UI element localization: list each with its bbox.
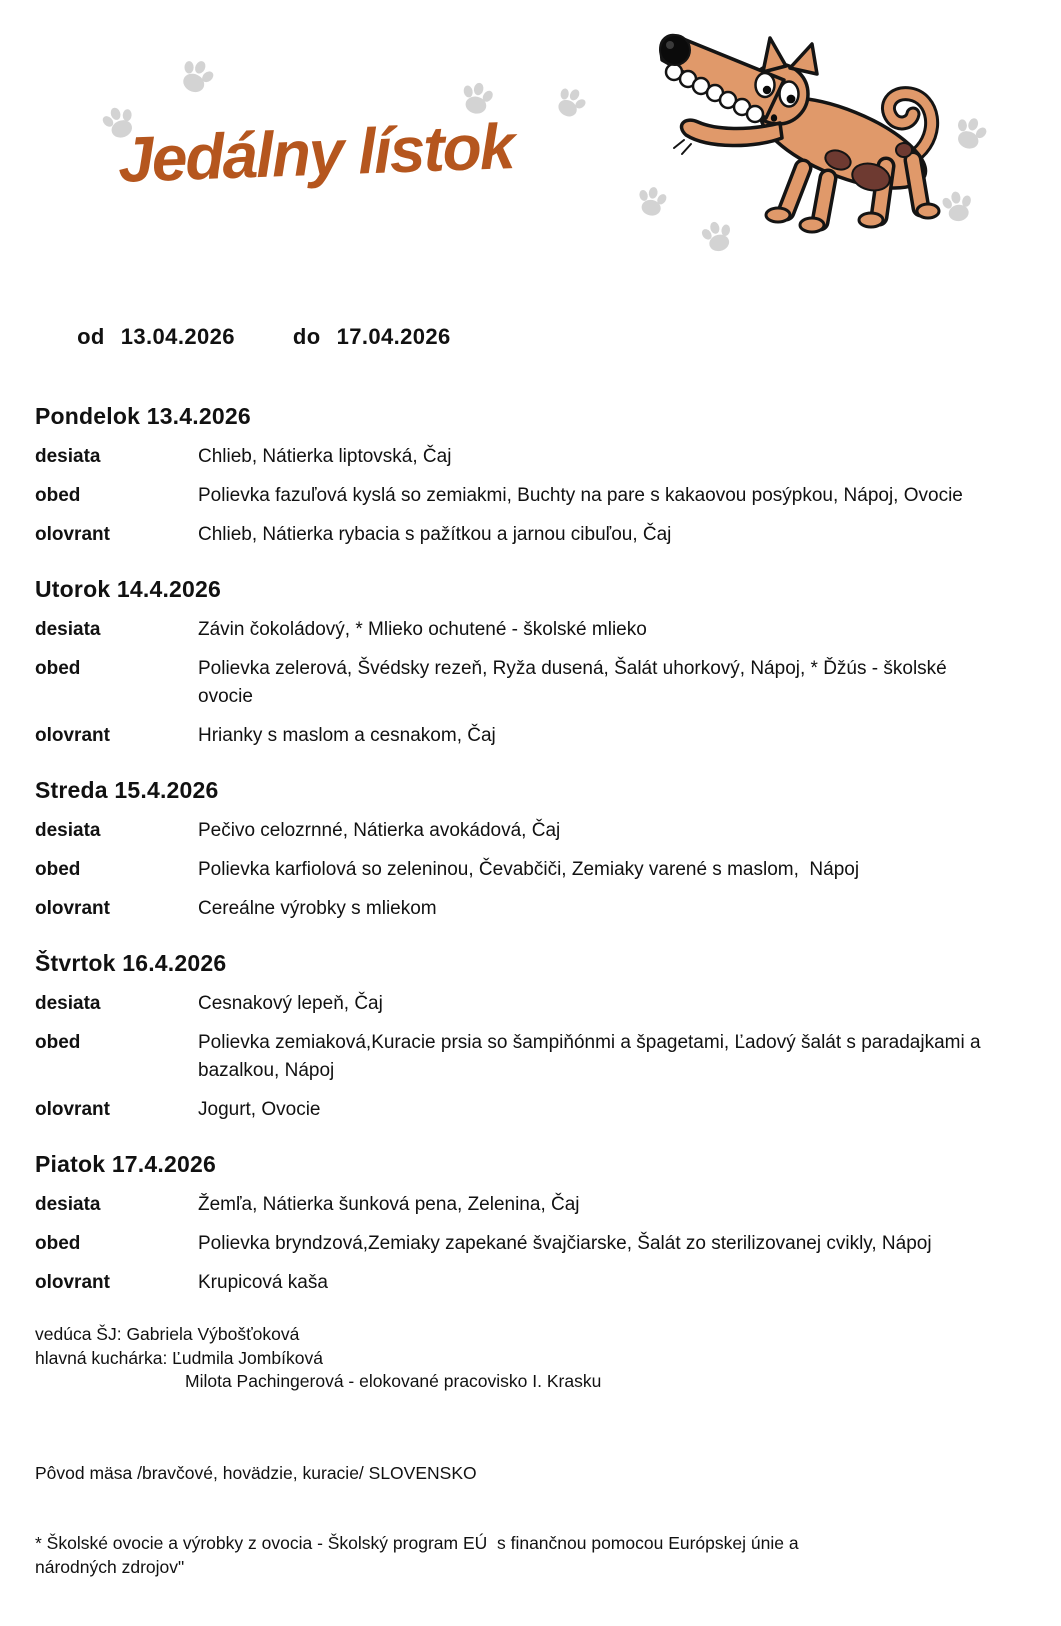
- page-title: Jedálny lístok: [117, 109, 515, 197]
- meal-label-obed: obed: [35, 655, 198, 711]
- meal-text: Polievka bryndzová,Zemiaky zapekané švajčiarske, Šalát zo sterilizovanej cvikly, Nápoj: [198, 1230, 991, 1258]
- meal-label-desiata: desiata: [35, 616, 198, 644]
- meal-label-olovrant: olovrant: [35, 1269, 198, 1297]
- meal-label-olovrant: olovrant: [35, 722, 198, 750]
- dog-illustration: [628, 28, 953, 248]
- meal-label-desiata: desiata: [35, 990, 198, 1018]
- meal-row: [35, 856, 991, 884]
- meal-label-olovrant: olovrant: [35, 1096, 198, 1124]
- meal-row: [35, 1096, 991, 1124]
- dog-ears: [763, 38, 817, 74]
- meal-label-obed: obed: [35, 1029, 198, 1085]
- day-section-wednesday: [35, 777, 991, 923]
- meal-text: Pečivo celozrnné, Nátierka avokádová, Čaj: [198, 817, 991, 845]
- staff-line-manager: vedúca ŠJ: Gabriela Výbošťoková: [35, 1323, 991, 1347]
- meal-text: Polievka zemiaková,Kuracie prsia so šampiňónmi a špagetami, Ľadový šalát s paradajkami a bazalkou, Nápoj: [198, 1029, 991, 1085]
- day-heading: Utorok 14.4.2026: [35, 576, 991, 603]
- meal-label-obed: obed: [35, 1230, 198, 1258]
- meal-text: Chlieb, Nátierka liptovská, Čaj: [198, 443, 991, 471]
- date-to-value: 17.04.2026: [337, 324, 451, 349]
- paw-print-icon: [550, 82, 591, 122]
- header: [0, 0, 1061, 268]
- day-heading: Pondelok 13.4.2026: [35, 403, 991, 430]
- meal-label-olovrant: olovrant: [35, 895, 198, 923]
- meal-text: Žemľa, Nátierka šunková pena, Zelenina, Čaj: [198, 1191, 991, 1219]
- meal-text: Závin čokoládový, * Mlieko ochutené - školské mlieko: [198, 616, 991, 644]
- meal-text: Cereálne výrobky s mliekom: [198, 895, 991, 923]
- day-heading: Piatok 17.4.2026: [35, 1151, 991, 1178]
- meal-row: [35, 722, 991, 750]
- dog-lower-jaw: [674, 120, 782, 154]
- day-section-friday: [35, 1151, 991, 1297]
- meat-origin-line: Pôvod mäsa /bravčové, hovädzie, kuracie/ SLOVENSKO: [35, 1462, 863, 1486]
- meal-label-desiata: desiata: [35, 1191, 198, 1219]
- staff-line-head-cook: hlavná kuchárka: Ľudmila Jombíková: [35, 1347, 991, 1371]
- meal-row: [35, 443, 991, 471]
- date-from-label: od: [77, 324, 105, 349]
- meal-row: [35, 616, 991, 644]
- origin-and-program-note: [35, 1415, 863, 1626]
- day-section-monday: [35, 403, 991, 549]
- date-to-label: do: [293, 324, 321, 349]
- meal-text: Polievka zelerová, Švédsky rezeň, Ryža dusená, Šalát uhorkový, Nápoj, * Ďžús - školské ovocie: [198, 655, 991, 711]
- menu-content: [0, 298, 1061, 1626]
- date-range: [38, 298, 991, 376]
- meal-label-obed: obed: [35, 482, 198, 510]
- meal-text: Krupicová kaša: [198, 1269, 991, 1297]
- meal-text: Hrianky s maslom a cesnakom, Čaj: [198, 722, 991, 750]
- meal-row: [35, 817, 991, 845]
- meal-label-obed: obed: [35, 856, 198, 884]
- meal-row: [35, 655, 991, 711]
- meal-row: [35, 895, 991, 923]
- paw-print-icon: [949, 113, 991, 153]
- meal-label-desiata: desiata: [35, 817, 198, 845]
- day-heading: Štvrtok 16.4.2026: [35, 950, 991, 977]
- meal-row: [35, 1269, 991, 1297]
- date-from-value: 13.04.2026: [121, 324, 235, 349]
- paw-print-icon: [174, 54, 219, 98]
- meal-row: [35, 1191, 991, 1219]
- school-program-line: * Školské ovocie a výrobky z ovocia - Školský program EÚ s finančnou pomocou Európskej únie a národných zdrojov": [35, 1532, 863, 1579]
- dog-nose: [660, 35, 690, 65]
- meal-text: Polievka fazuľová kyslá so zemiakmi, Buchty na pare s kakaovou posýpkou, Nápoj, Ovocie: [198, 482, 991, 510]
- meal-row: [35, 482, 991, 510]
- meal-label-olovrant: olovrant: [35, 521, 198, 549]
- meal-text: Cesnakový lepeň, Čaj: [198, 990, 991, 1018]
- meal-label-desiata: desiata: [35, 443, 198, 471]
- staff-line-branch-cook: Milota Pachingerová - elokované pracovisko I. Krasku: [35, 1370, 991, 1394]
- meal-row: [35, 1230, 991, 1258]
- meal-text: Chlieb, Nátierka rybacia s pažítkou a jarnou cibuľou, Čaj: [198, 521, 991, 549]
- meal-row: [35, 521, 991, 549]
- meal-row: [35, 1029, 991, 1085]
- day-section-thursday: [35, 950, 991, 1124]
- day-section-tuesday: [35, 576, 991, 750]
- meal-text: Polievka karfiolová so zeleninou, Čevabčiči, Zemiaky varené s maslom, Nápoj: [198, 856, 991, 884]
- footer: [35, 1323, 991, 1626]
- meal-text: Jogurt, Ovocie: [198, 1096, 991, 1124]
- meal-row: [35, 990, 991, 1018]
- day-heading: Streda 15.4.2026: [35, 777, 991, 804]
